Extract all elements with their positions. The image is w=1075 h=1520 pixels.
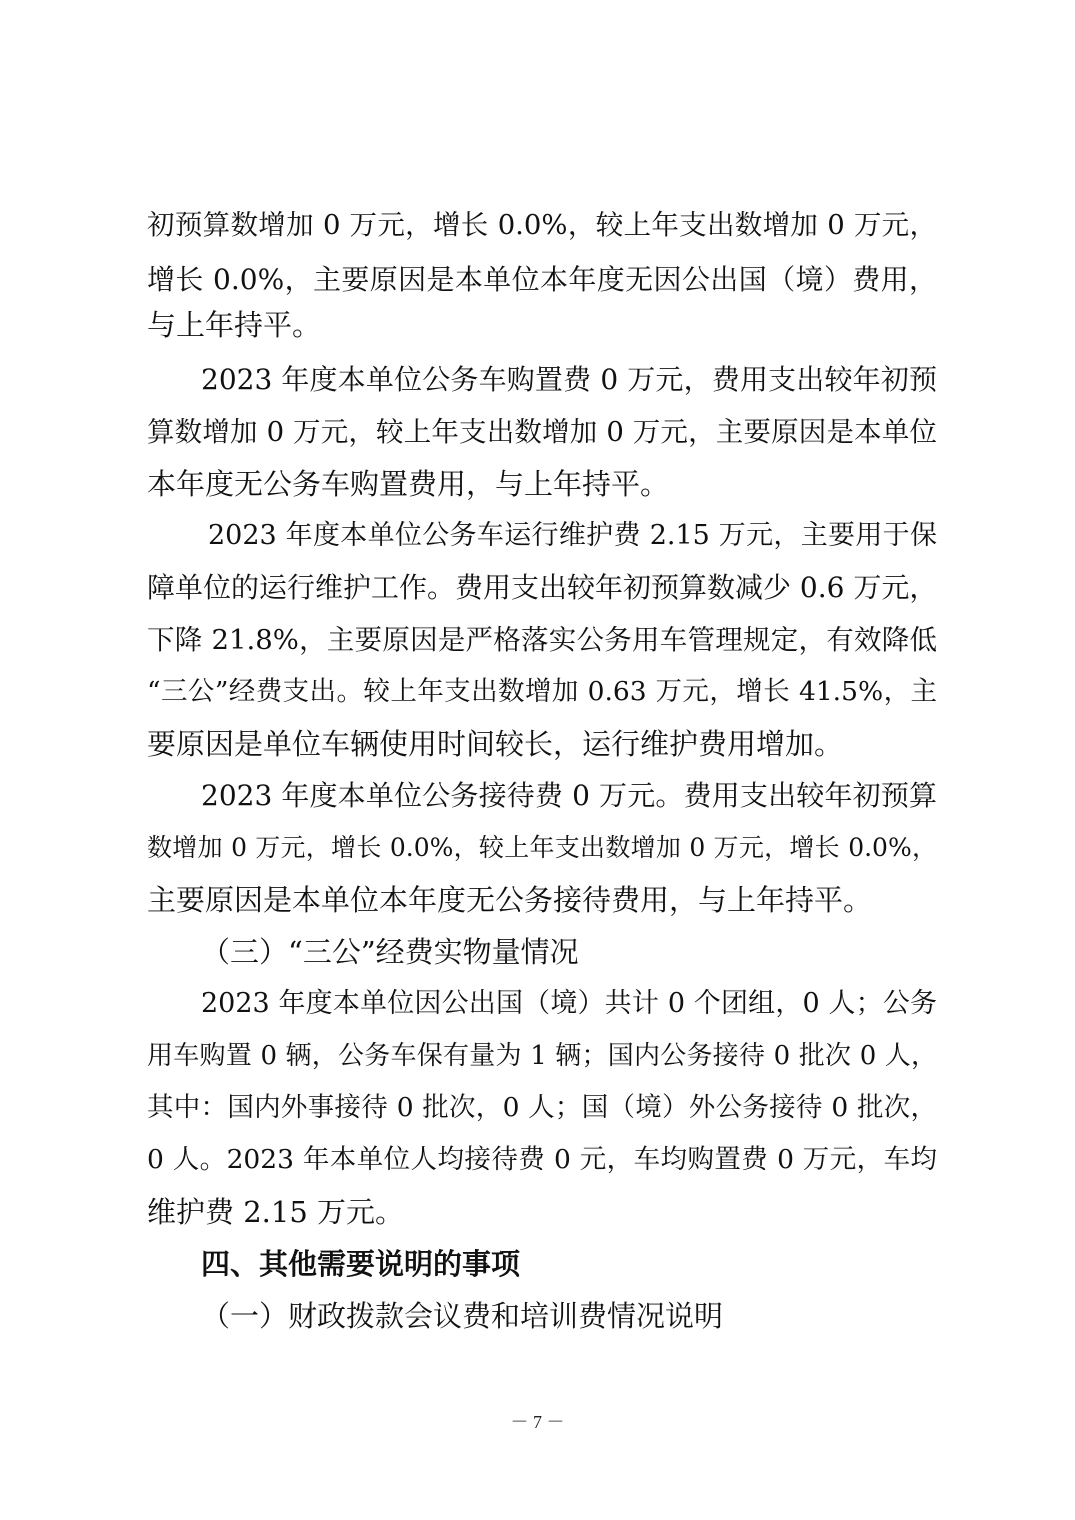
page-number: － 7 － — [510, 1412, 565, 1432]
paragraph-line: 用车购置 0 辆，公务车保有量为 1 辆；国内公务接待 0 批次 0 人， — [147, 1041, 937, 1071]
paragraph-line: 要原因是单位车辆使用时间较长，运行维护费用增加。 — [147, 727, 844, 761]
paragraph-line: 2023 年度本单位公务车运行维护费 2.15 万元，主要用于保 — [208, 520, 937, 551]
paragraph-line: 数增加 0 万元，增长 0.0%，较上年支出数增加 0 万元，增长 0.0%， — [147, 833, 937, 862]
paragraph-line: 与上年持平。 — [147, 308, 322, 342]
paragraph-line: 其中：国内外事接待 0 批次，0 人；国（境）外公务接待 0 批次， — [147, 1092, 937, 1123]
paragraph-line: 算数增加 0 万元，较上年支出数增加 0 万元，主要原因是本单位 — [147, 416, 937, 448]
paragraph-line: 主要原因是本单位本年度无公务接待费用，与上年持平。 — [147, 883, 873, 917]
section-heading: 四、其他需要说明的事项 — [201, 1247, 521, 1281]
paragraph-line: 0 人。2023 年本单位人均接待费 0 元，车均购置费 0 万元，车均 — [147, 1144, 937, 1175]
paragraph-line: 增长 0.0%，主要原因是本单位本年度无因公出国（境）费用， — [147, 263, 937, 296]
paragraph-line: 2023 年度本单位公务车购置费 0 万元，费用支出较年初预 — [201, 363, 937, 396]
paragraph-line: 2023 年度本单位因公出国（境）共计 0 个团组，0 人；公务 — [201, 988, 937, 1019]
paragraph-line: 2023 年度本单位公务接待费 0 万元。费用支出较年初预算 — [201, 779, 937, 812]
section-subheading: （一）财政拨款会议费和培训费情况说明 — [201, 1299, 724, 1333]
paragraph-line: 初预算数增加 0 万元，增长 0.0%，较上年支出数增加 0 万元， — [147, 209, 937, 241]
section-subheading: （三）“三公”经费实物量情况 — [201, 935, 579, 969]
paragraph-line: 维护费 2.15 万元。 — [147, 1195, 405, 1229]
paragraph-line: 障单位的运行维护工作。费用支出较年初预算数减少 0.6 万元， — [147, 571, 938, 604]
paragraph-line: 下降 21.8%，主要原因是严格落实公务用车管理规定，有效降低 — [147, 624, 937, 656]
paragraph-line: 本年度无公务车购置费用，与上年持平。 — [147, 467, 670, 501]
paragraph-line: “三公”经费支出。较上年支出数增加 0.63 万元，增长 41.5%，主 — [147, 676, 937, 707]
